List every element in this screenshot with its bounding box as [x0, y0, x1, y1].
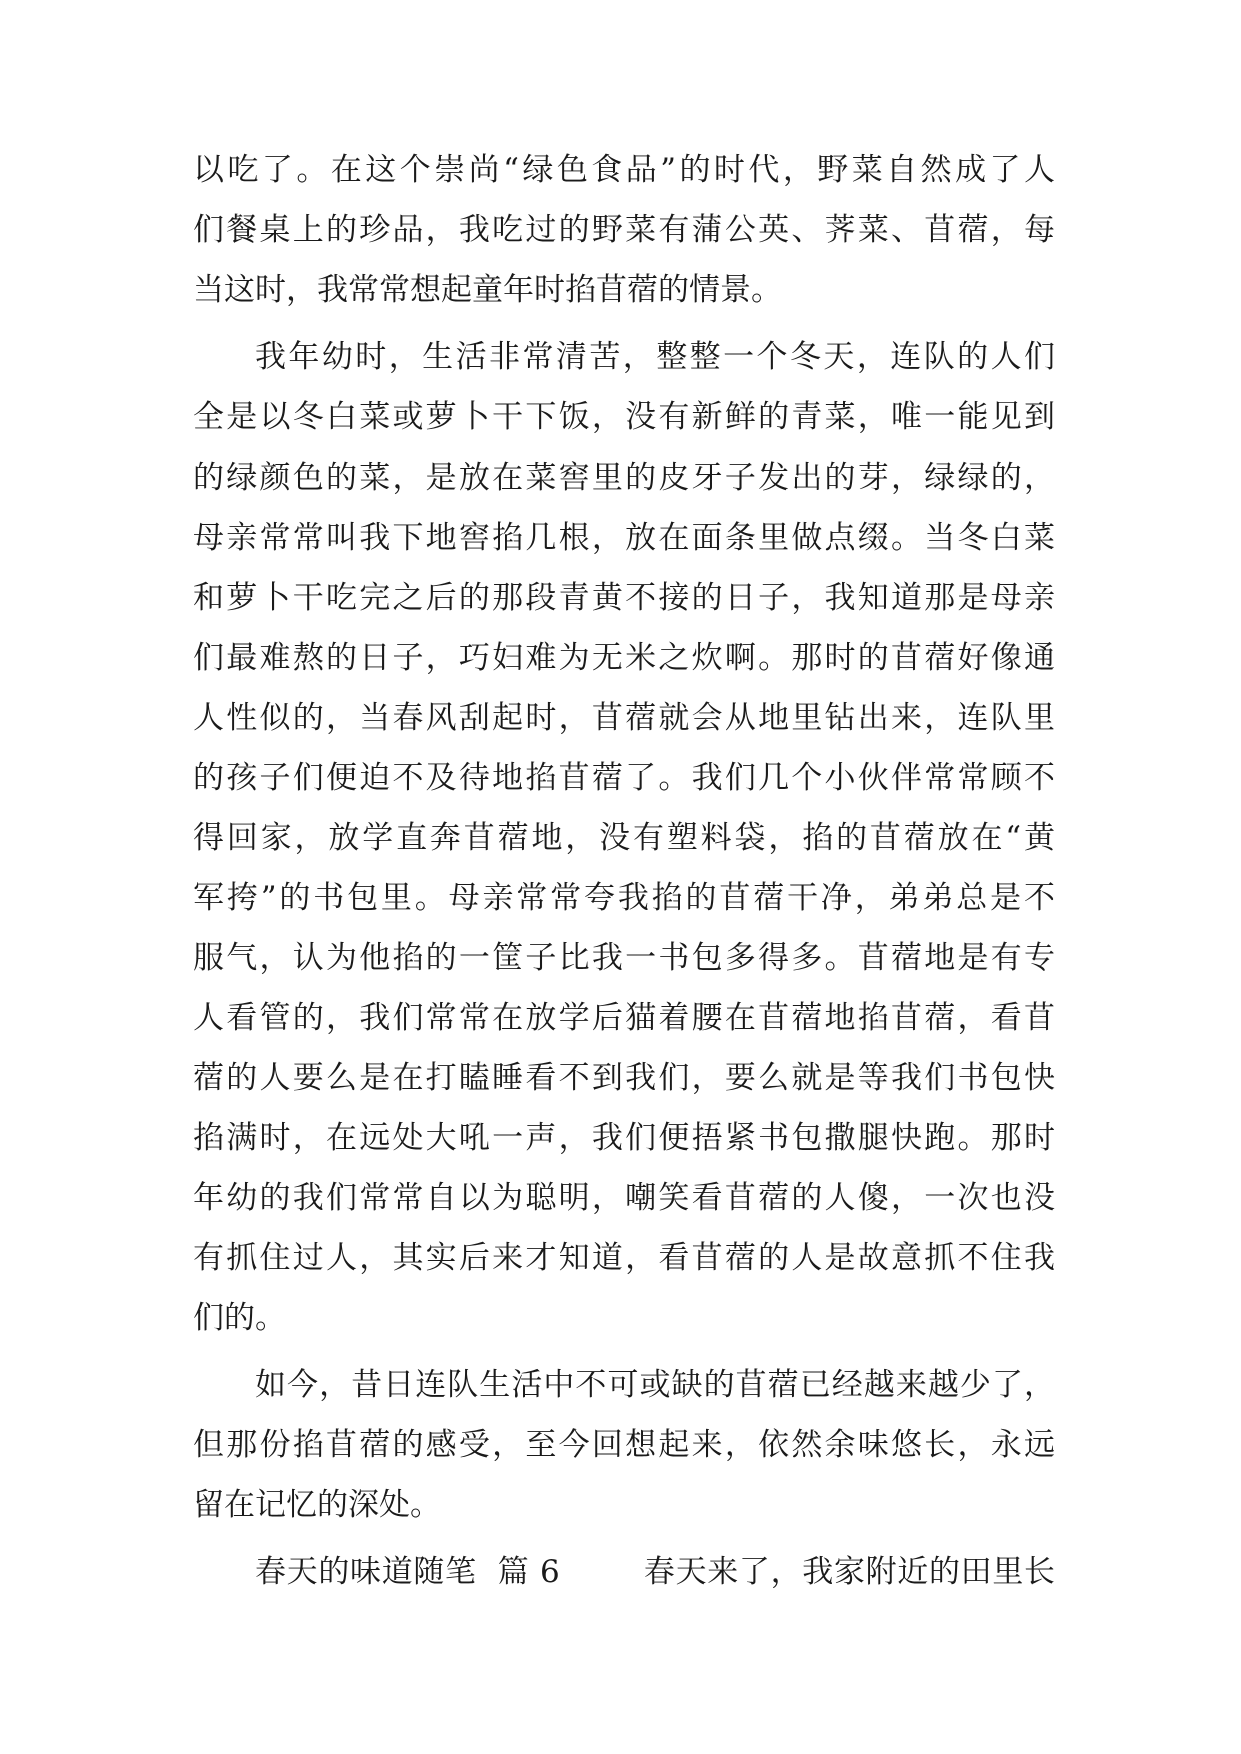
text-line: 有抓住过人，其实后来才知道，看苜蓿的人是故意抓不住我: [193, 1240, 1055, 1276]
text-line: 的绿颜色的菜，是放在菜窖里的皮牙子发出的芽，绿绿的，: [193, 460, 1055, 496]
text-line: 和萝卜干吃完之后的那段青黄不接的日子，我知道那是母亲: [193, 580, 1055, 616]
text-line: 们的。: [193, 1300, 286, 1336]
paragraph-first-line: 我年幼时，生活非常清苦，整整一个冬天，连队的人们: [255, 339, 1055, 375]
text-line: 当这时，我常常想起童年时掐苜蓿的情景。: [193, 272, 782, 308]
text-line: 军挎”的书包里。母亲常常夸我掐的苜蓿干净，弟弟总是不: [193, 880, 1055, 916]
paragraph-first-line: 如今，昔日连队生活中不可或缺的苜蓿已经越来越少了，: [255, 1367, 1055, 1403]
text-line: 掐满时，在远处大吼一声，我们便捂紧书包撒腿快跑。那时: [193, 1120, 1055, 1156]
text-line: 人性似的，当春风刮起时，苜蓿就会从地里钻出来，连队里: [193, 700, 1055, 736]
text-line: 蓿的人要么是在打瞌睡看不到我们，要么就是等我们书包快: [193, 1060, 1055, 1096]
text-line: 的孩子们便迫不及待地掐苜蓿了。我们几个小伙伴常常顾不: [193, 760, 1055, 796]
text-line: 服气，认为他掐的一筐子比我一书包多得多。苜蓿地是有专: [193, 940, 1055, 976]
text-line: 得回家，放学直奔苜蓿地，没有塑料袋，掐的苜蓿放在“黄: [193, 820, 1055, 856]
text-line: 年幼的我们常常自以为聪明，嘲笑看苜蓿的人傻，一次也没: [193, 1180, 1055, 1216]
text-line: 们餐桌上的珍品，我吃过的野菜有蒲公英、荠菜、苜蓿，每: [193, 212, 1055, 248]
section-heading-line: 春天的味道随笔 篇 6 春天来了，我家附近的田里长: [255, 1554, 1055, 1590]
text-line: 留在记忆的深处。: [193, 1487, 441, 1523]
text-line: 母亲常常叫我下地窖掐几根，放在面条里做点缀。当冬白菜: [193, 520, 1055, 556]
text-line: 以吃了。在这个崇尚“绿色食品”的时代，野菜自然成了人: [193, 152, 1055, 188]
text-line: 全是以冬白菜或萝卜干下饭，没有新鲜的青菜，唯一能见到: [193, 399, 1055, 435]
text-line: 人看管的，我们常常在放学后猫着腰在苜蓿地掐苜蓿，看苜: [193, 1000, 1055, 1036]
text-line: 但那份掐苜蓿的感受，至今回想起来，依然余味悠长，永远: [193, 1427, 1055, 1463]
text-line: 们最难熬的日子，巧妇难为无米之炊啊。那时的苜蓿好像通: [193, 640, 1055, 676]
